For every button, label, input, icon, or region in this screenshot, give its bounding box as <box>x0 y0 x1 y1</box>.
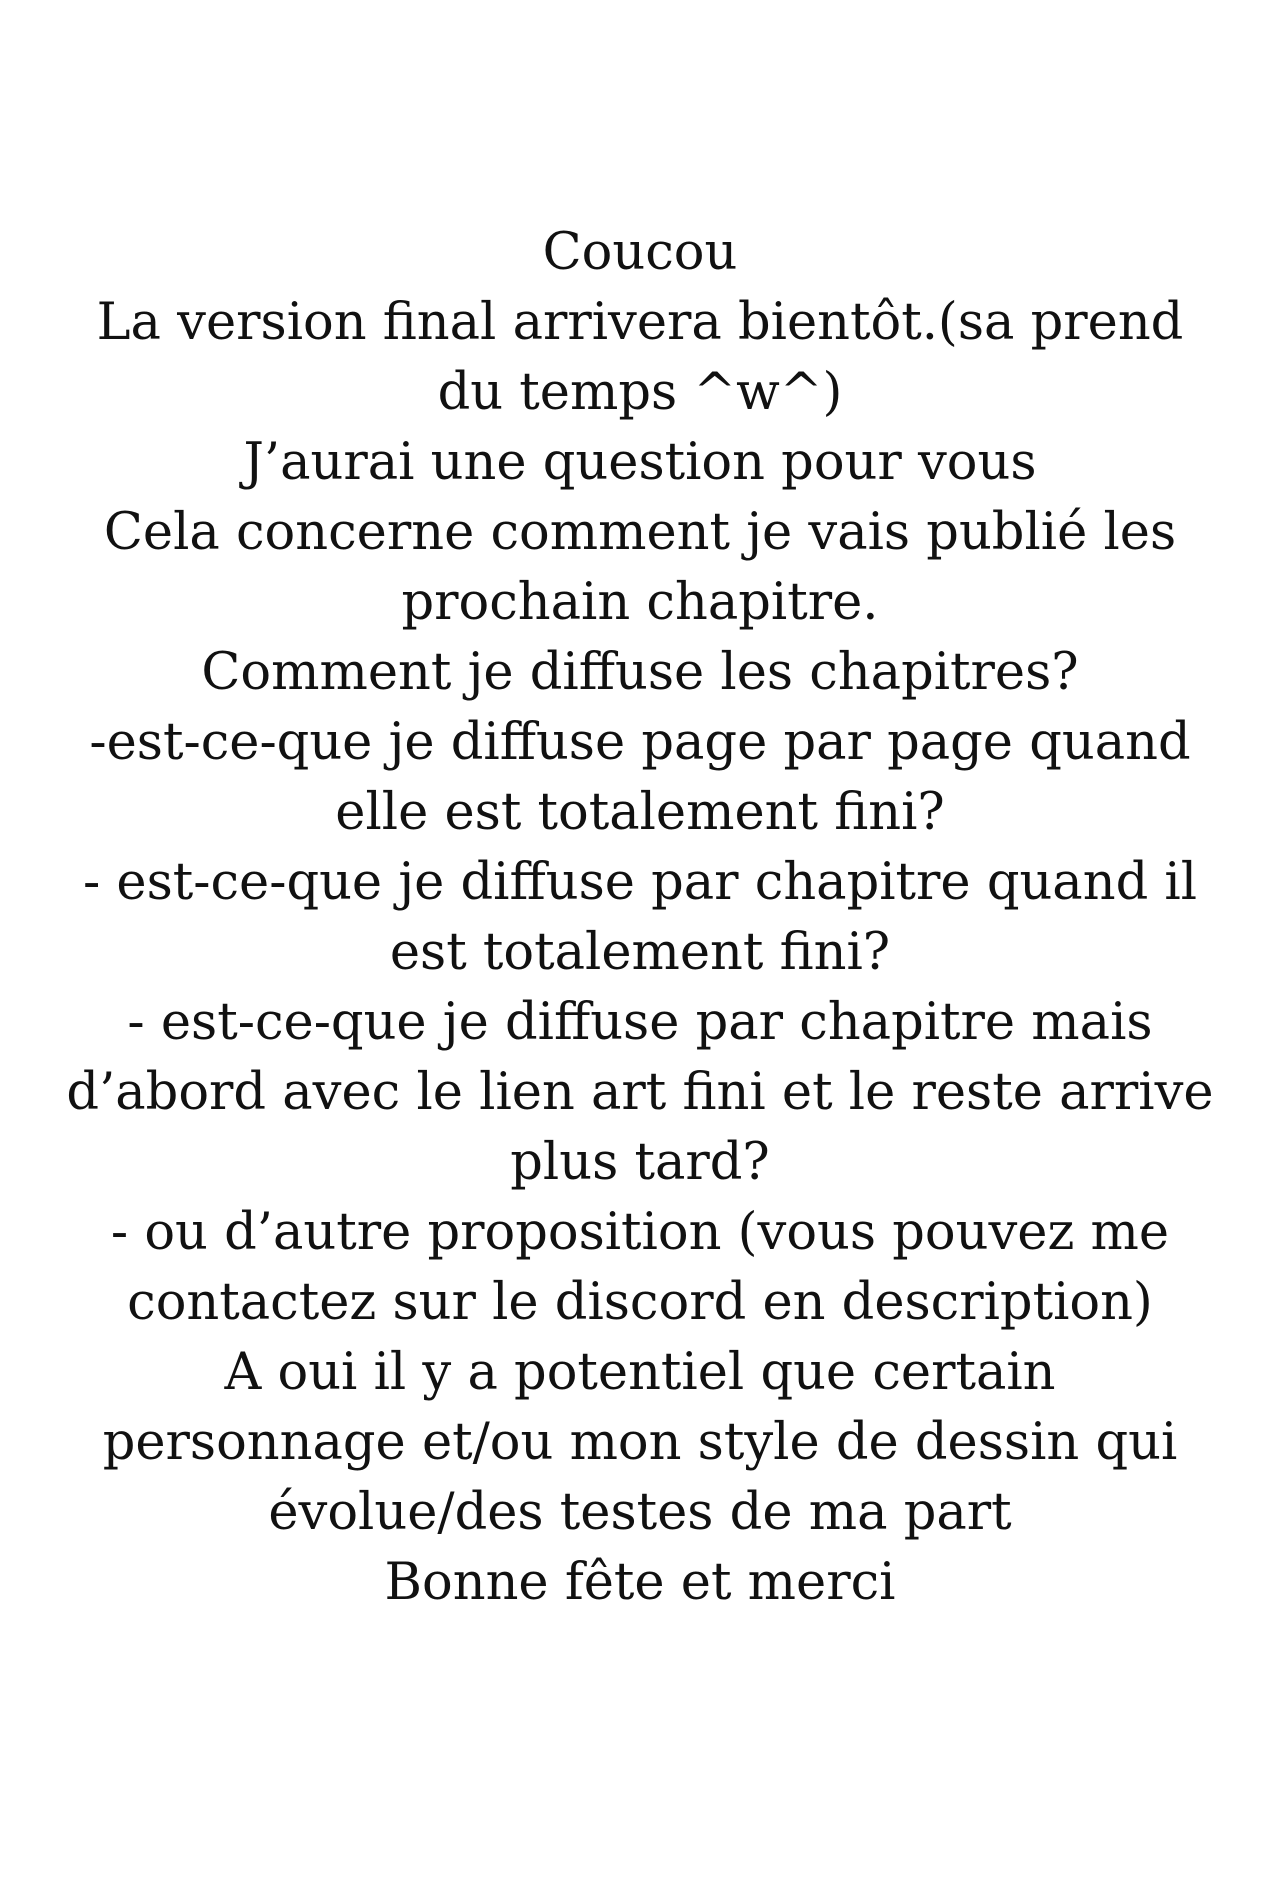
text-line: évolue/des testes de ma part <box>268 1483 1012 1542</box>
text-line: elle est totalement fini? <box>335 783 945 842</box>
text-line: - est-ce-que je diffuse par chapitre quand il <box>82 853 1198 912</box>
text-line: J’aurai une question pour vous <box>243 433 1037 492</box>
text-line: personnage et/ou mon style de dessin qui <box>102 1413 1178 1472</box>
text-line: Comment je diffuse les chapitres? <box>201 643 1079 702</box>
text-line: Bonne fête et merci <box>384 1553 896 1612</box>
text-line: -est-ce-que je diffuse page par page quand <box>89 713 1191 772</box>
text-line: Cela concerne comment je vais publié les <box>103 503 1177 562</box>
text-line: plus tard? <box>510 1133 770 1192</box>
text-line: contactez sur le discord en description) <box>127 1273 1153 1332</box>
text-line: d’abord avec le lien art fini et le reste arrive <box>66 1063 1214 1122</box>
text-line: - est-ce-que je diffuse par chapitre mais <box>127 993 1153 1052</box>
text-line: du temps ^w^) <box>437 363 843 422</box>
text-line: est totalement fini? <box>389 923 891 982</box>
text-line: prochain chapitre. <box>401 573 879 632</box>
text-line: A oui il y a potentiel que certain <box>224 1343 1056 1402</box>
text-line: - ou d’autre proposition (vous pouvez me <box>110 1203 1170 1262</box>
text-line: La version final arrivera bientôt.(sa prend <box>96 293 1184 352</box>
text-line: Coucou <box>542 223 738 282</box>
message-text <box>60 218 1220 1618</box>
